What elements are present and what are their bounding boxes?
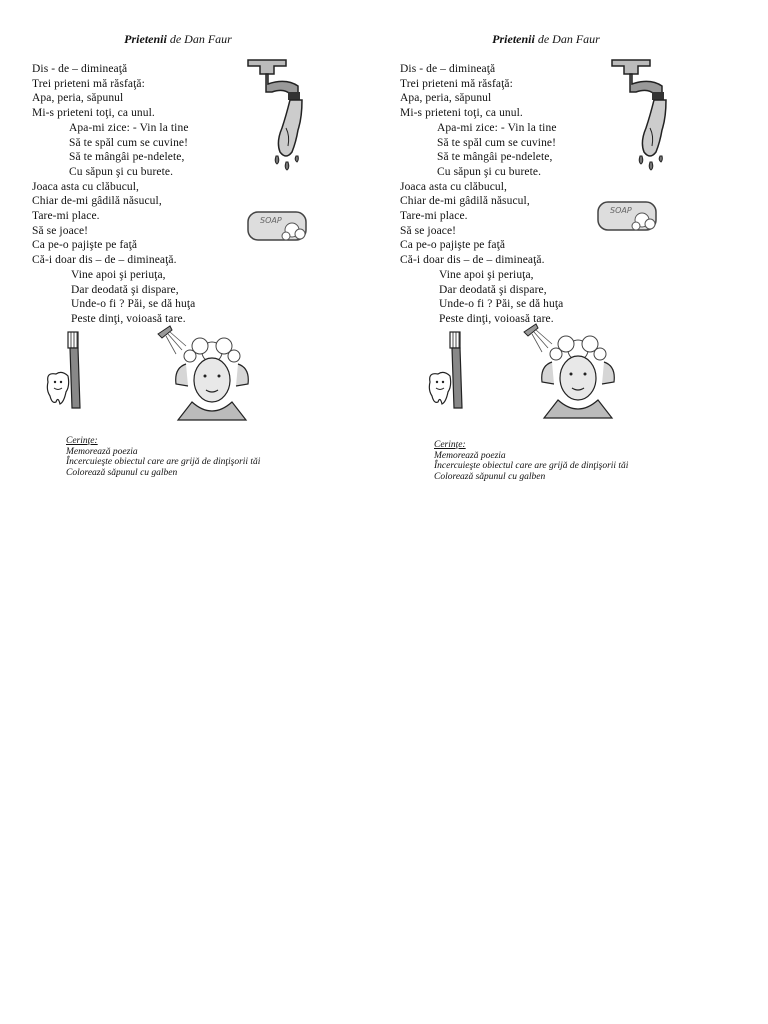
poem-line: Peste dinţi, voioasă tare. [71, 312, 186, 325]
poem-body [32, 62, 252, 327]
poem-title-author: de Dan Faur [166, 32, 232, 46]
poem-line: Cu săpun şi cu burete. [437, 165, 542, 178]
faucet-illustration [610, 56, 680, 174]
poem-body [400, 62, 620, 327]
poem-column-right [396, 0, 696, 520]
task-heading: Cerinţe: [66, 436, 98, 446]
poem-line: Să se joace! [32, 224, 89, 237]
poem-line: Că-i doar dis – de – dimineaţă. [400, 254, 545, 267]
poem-line: Că-i doar dis – de – dimineaţă. [32, 254, 177, 267]
poem-line: Apa, peria, săpunul [400, 92, 492, 105]
poem-line: Dar deodată şi dispare, [71, 283, 179, 296]
poem-line: Să se joace! [400, 224, 457, 237]
poem-title-author: de Dan Faur [534, 32, 600, 46]
task-item: Colorează săpunul cu galben [66, 467, 178, 478]
poem-line: Ca pe-o pajişte pe faţă [32, 239, 138, 252]
task-item: Memorează poezia [66, 446, 138, 457]
soap-illustration [596, 196, 660, 236]
task-item: Colorează săpunul cu galben [434, 471, 546, 482]
poem-line: Apa, peria, săpunul [32, 92, 124, 105]
poem-line: Apa-mi zice: - Vin la tine [69, 121, 189, 134]
soap-illustration [246, 206, 310, 246]
poem-line: Chiar de-mi gâdilă năsucul, [400, 195, 530, 208]
poem-line: Să te spăl cum se cuvine! [69, 136, 189, 149]
poem-line: Trei prieteni mă răsfaţă: [32, 77, 145, 90]
poem-line: Dis - de – dimineaţă [400, 63, 496, 75]
task-heading: Cerinţe: [434, 440, 466, 450]
poem-title-bold: Prietenii [124, 32, 167, 46]
poem-line: Să te mângâi pe-ndelete, [437, 151, 553, 164]
poem-line: Joaca asta cu clăbucul, [32, 180, 140, 193]
task-item: Încercuieşte obiectul care are grijă de dinţişorii tăi [434, 461, 629, 471]
poem-column-left [28, 0, 328, 520]
soap-label: SOAP [260, 216, 282, 225]
toothbrush-tooth-illustration [44, 330, 104, 412]
poem-line: Tare-mi place. [32, 210, 100, 223]
girl-washing-illustration [156, 324, 256, 422]
poem-line: Apa-mi zice: - Vin la tine [437, 121, 557, 134]
task-list [434, 440, 714, 482]
poem-line: Ca pe-o pajişte pe faţă [400, 239, 506, 252]
poem-title [396, 32, 696, 47]
poem-line: Vine apoi şi periuţa, [439, 268, 534, 281]
task-item: Încercuieşte obiectul care are grijă de dinţişorii tăi [66, 457, 261, 467]
poem-title [28, 32, 328, 47]
poem-line: Mi-s prieteni toţi, ca unul. [400, 107, 523, 120]
poem-line: Joaca asta cu clăbucul, [400, 180, 508, 193]
toothbrush-tooth-illustration [426, 330, 486, 412]
poem-line: Să te spăl cum se cuvine! [437, 136, 557, 149]
soap-label: SOAP [610, 206, 632, 215]
girl-washing-illustration [522, 322, 622, 420]
poem-title-bold: Prietenii [492, 32, 535, 46]
poem-line: Dar deodată şi dispare, [439, 283, 547, 296]
poem-line: Să te mângâi pe-ndelete, [69, 151, 185, 164]
poem-line: Tare-mi place. [400, 210, 468, 223]
poem-line: Unde-o fi ? Păi, se dă huţa [439, 298, 564, 311]
poem-line: Trei prieteni mă răsfaţă: [400, 77, 513, 90]
poem-line: Cu săpun şi cu burete. [69, 165, 174, 178]
poem-line: Mi-s prieteni toţi, ca unul. [32, 107, 155, 120]
faucet-illustration [246, 56, 316, 174]
task-item: Memorează poezia [434, 450, 506, 461]
poem-line: Peste dinţi, voioasă tare. [439, 312, 554, 325]
poem-line: Unde-o fi ? Păi, se dă huţa [71, 298, 196, 311]
poem-line: Vine apoi şi periuţa, [71, 268, 166, 281]
task-list [66, 436, 346, 478]
poem-line: Chiar de-mi gâdilă năsucul, [32, 195, 162, 208]
poem-line: Dis - de – dimineaţă [32, 63, 128, 75]
